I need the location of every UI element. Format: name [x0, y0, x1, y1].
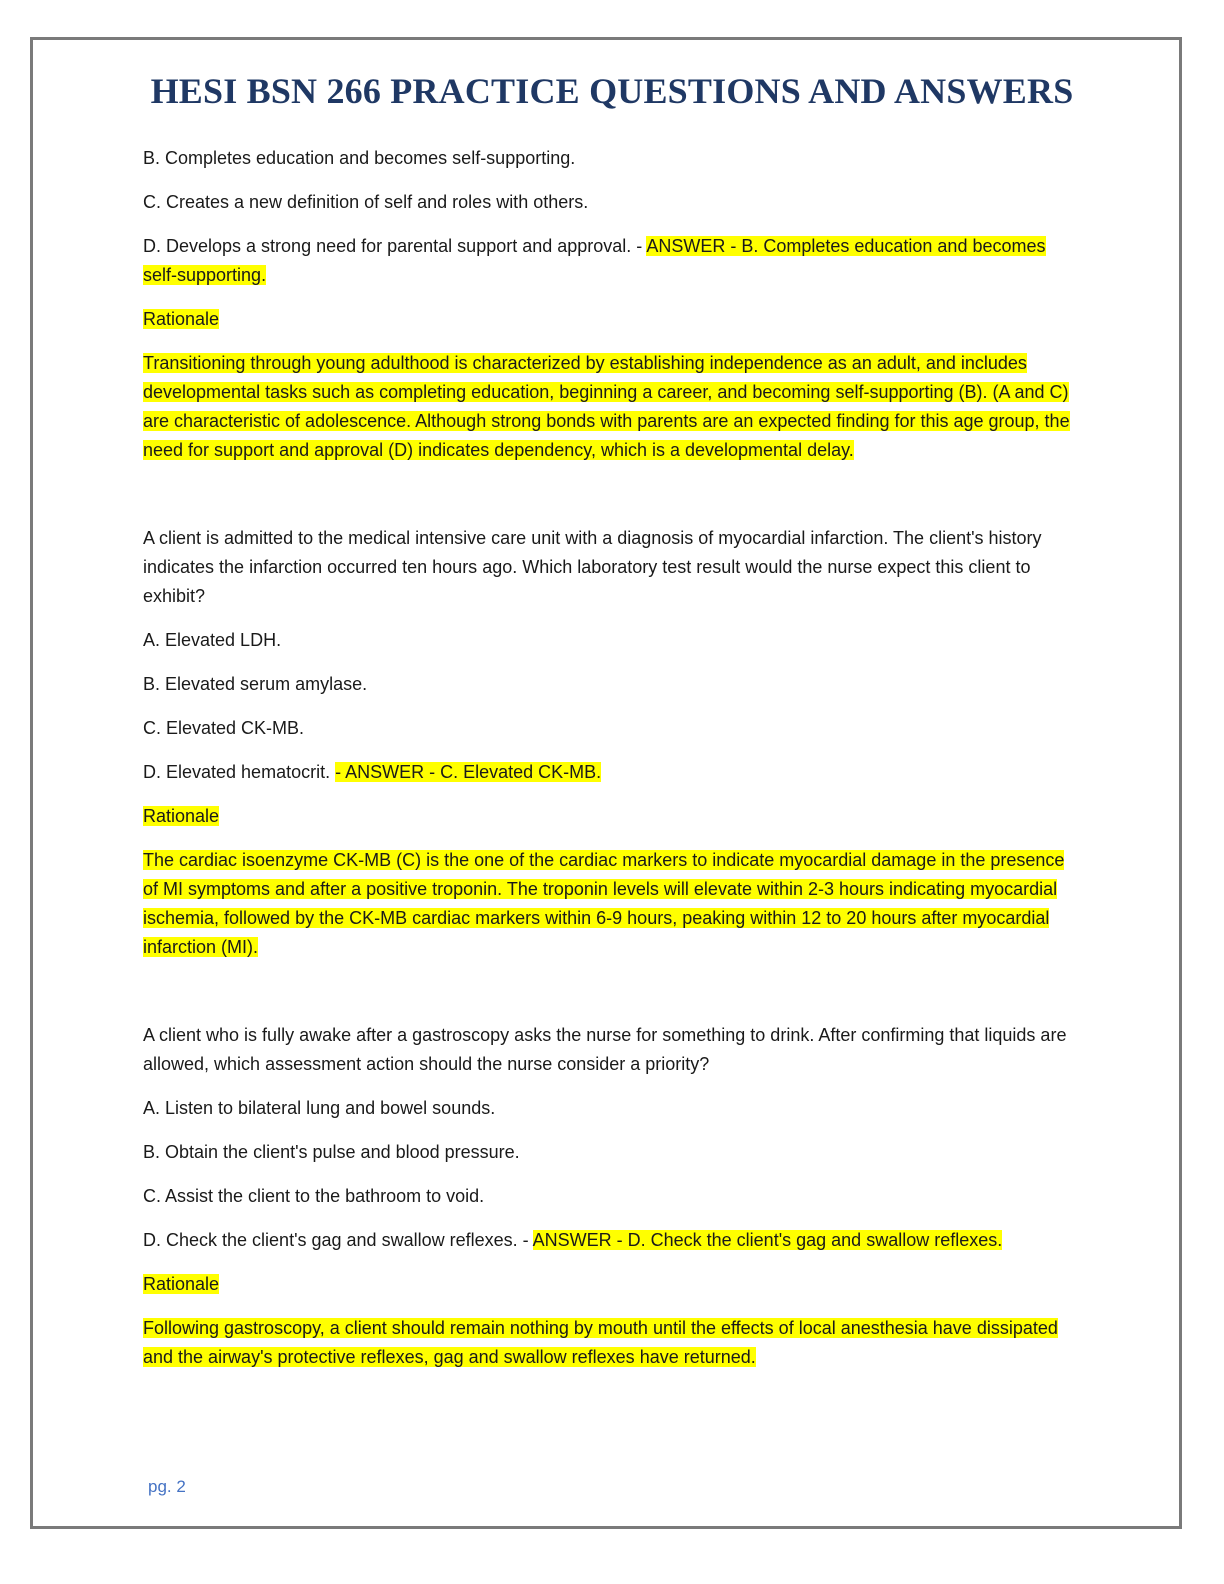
q2-option-b: B. Elevated serum amylase. [143, 674, 368, 694]
q3-option-c: C. Assist the client to the bathroom to void. [143, 1186, 485, 1206]
document-title: HESI BSN 266 PRACTICE QUESTIONS AND ANSWERS [150, 71, 1074, 111]
q3-option-d-text: D. Check the client's gag and swallow reflexes. - [143, 1230, 533, 1250]
q2-option-d [143, 758, 1073, 787]
q3-option-d [143, 1226, 1073, 1255]
q2-rationale-label-text: Rationale [143, 806, 220, 826]
q1-option-c: C. Creates a new definition of self and roles with others. [143, 192, 589, 212]
q2-option-c: C. Elevated CK-MB. [143, 718, 305, 738]
q3-rationale-label [143, 1270, 1073, 1299]
q3-answer: ANSWER - D. Check the client's gag and swallow reflexes. [532, 1230, 1003, 1250]
q1-rationale [143, 349, 1073, 465]
q3-question: A client who is fully awake after a gastroscopy asks the nurse for something to drink. After confirming that liquids are allowed, which assessment action should the nurse consider a priority? [143, 1025, 1067, 1074]
q3-option-b: B. Obtain the client's pulse and blood pressure. [143, 1142, 520, 1162]
q2-answer: - ANSWER - C. Elevated CK-MB. [335, 762, 602, 782]
q1-rationale-label-text: Rationale [143, 309, 220, 329]
q2-option-d-text: D. Elevated hematocrit. [143, 762, 336, 782]
q1-option-d-text: D. Develops a strong need for parental support and approval. - [143, 236, 647, 256]
q1-option-b: B. Completes education and becomes self-supporting. [143, 148, 576, 168]
q2-question: A client is admitted to the medical intensive care unit with a diagnosis of myocardial infarction. The client's history indicates the infarction occurred ten hours ago. Which laboratory test result would the nurse expect this client to exhibit? [143, 528, 1042, 606]
q1-rationale-text: Transitioning through young adulthood is characterized by establishing independence as an adult, and includes developmental tasks such as completing education, beginning a career, and becoming self-supporting (B). (A and C) are characteristic of adolescence. Although strong bonds with parents are an expected finding for this age group, the need for support and approval (D) indicates dependency, which is a developmental delay. [143, 353, 1070, 460]
q1-answer: ANSWER - B. Completes education and becomes self-supporting. [143, 236, 1046, 285]
q3-rationale-text: Following gastroscopy, a client should remain nothing by mouth until the effects of local anesthesia have dissipated and the airway's protective reflexes, gag and swallow reflexes have returned. [143, 1318, 1058, 1367]
q1-option-d [143, 232, 1073, 290]
q3-rationale-label-text: Rationale [143, 1274, 220, 1294]
q2-option-a: A. Elevated LDH. [143, 630, 282, 650]
q2-rationale [143, 846, 1073, 962]
page-number: pg. 2 [148, 1477, 186, 1496]
q2-rationale-text: The cardiac isoenzyme CK-MB (C) is the one of the cardiac markers to indicate myocardial damage in the presence of MI symptoms and after a positive troponin. The troponin levels will elevate within 2-3 hours indicating myocardial ischemia, followed by the CK-MB cardiac markers within 6-9 hours, peaking within 12 to 20 hours after myocardial infarction (MI). [143, 850, 1065, 957]
q3-option-a: A. Listen to bilateral lung and bowel sounds. [143, 1098, 496, 1118]
q3-rationale [143, 1314, 1073, 1372]
q1-rationale-label [143, 305, 1073, 334]
q2-rationale-label [143, 802, 1073, 831]
document-body [143, 144, 1073, 1387]
